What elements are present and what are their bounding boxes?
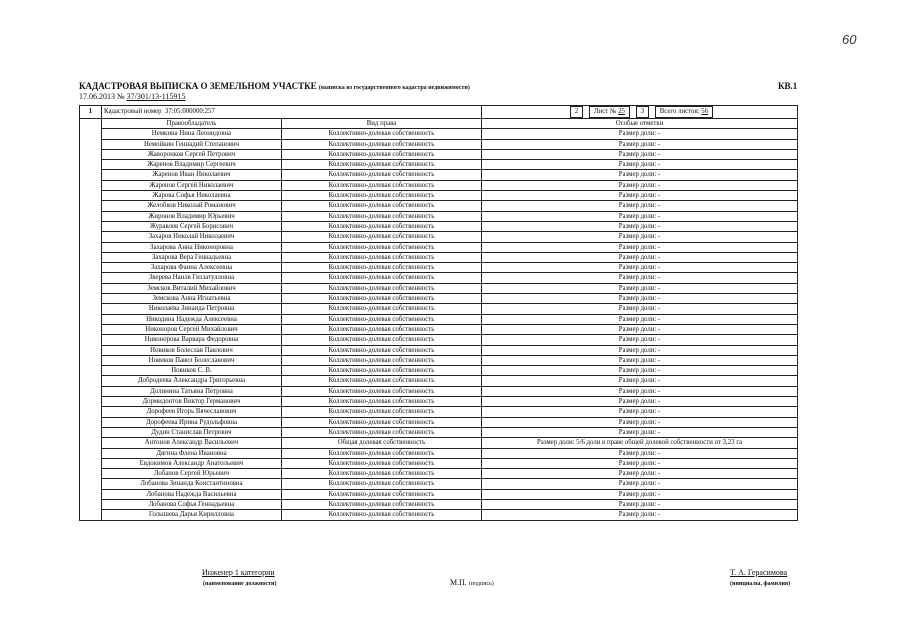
holder-cell: Долинина Татьяна Петровна [102,386,282,396]
table-row [80,283,798,293]
notes-cell: Размер доли: - [482,201,798,211]
notes-cell: Размер доли: - [482,397,798,407]
stamp-label: М.П. [450,578,467,587]
table-row [80,417,798,427]
holder-cell: Лобанов Сергей Юрьевич [102,469,282,479]
holder-cell: Евдокимов Александр Анатольевич [102,458,282,468]
right-type-cell: Коллективно-долевая собственность [282,397,482,407]
table-row [80,242,798,252]
col-header-right: Вид права [282,119,482,129]
notes-cell: Размер доли: - [482,129,798,139]
notes-cell: Размер доли: - [482,263,798,273]
holders-table [79,105,798,521]
table-row [80,448,798,458]
table-row [80,366,798,376]
table-row [80,407,798,417]
holder-cell: Захаров Николай Николаевич [102,232,282,242]
holder-cell: Лобанова Софья Геннадьевна [102,499,282,509]
holder-cell: Дормидонтов Виктор Германович [102,397,282,407]
right-type-cell: Коллективно-долевая собственность [282,314,482,324]
notes-cell: Размер доли: - [482,386,798,396]
table-row [80,201,798,211]
holder-cell: Новиков Болеслав Павлович [102,345,282,355]
number-label: № [117,92,125,101]
holder-cell: Никоноров Сергей Михайлович [102,324,282,334]
holder-cell: Дягина Флена Ивановна [102,448,282,458]
table-row [80,304,798,314]
notes-cell: Размер доли: - [482,499,798,509]
notes-cell: Размер доли: - [482,407,798,417]
notes-cell: Размер доли: - [482,211,798,221]
right-type-cell: Коллективно-долевая собственность [282,191,482,201]
page-number: 60 [842,32,857,47]
table-row [80,489,798,499]
document-title [79,81,470,91]
right-type-cell: Коллективно-долевая собственность [282,407,482,417]
cadastral-number: 37:05:000000:257 [164,108,215,115]
right-type-cell: Коллективно-долевая собственность [282,201,482,211]
table-row [80,139,798,149]
holder-cell: Жаренов Сергей Николаевич [102,180,282,190]
right-type-cell: Коллективно-долевая собственность [282,427,482,437]
col-header-notes: Особые отметки [482,119,798,129]
right-type-cell: Коллективно-долевая собственность [282,376,482,386]
right-type-cell: Коллективно-долевая собственность [282,211,482,221]
right-type-cell: Коллективно-долевая собственность [282,304,482,314]
table-row [80,345,798,355]
holder-cell: Жаренов Иван Николаевич [102,170,282,180]
notes-cell: Размер доли: - [482,314,798,324]
notes-cell: Размер доли: - [482,417,798,427]
notes-cell: Размер доли: - [482,427,798,437]
holder-cell: Добродеева Александра Григорьевна [102,376,282,386]
signer-name: Т. А. Герасимова [730,568,788,577]
right-type-cell: Коллективно-долевая собственность [282,479,482,489]
right-type-cell: Коллективно-долевая собственность [282,232,482,242]
sheet-number: 25 [618,108,625,115]
document-number: 37/301/13-115915 [126,92,186,101]
holder-cell: Жиронов Владимир Юрьевич [102,211,282,221]
holder-cell: Николаева Зинаида Петровна [102,304,282,314]
table-row [80,191,798,201]
notes-cell: Размер доли: - [482,294,798,304]
right-type-cell: Коллективно-долевая собственность [282,160,482,170]
right-type-cell: Коллективно-долевая собственность [282,252,482,262]
signer-role-caption: (наименование должности) [203,581,277,587]
signer-role: Инженер 1 категории [202,568,275,577]
right-type-cell: Коллективно-долевая собственность [282,386,482,396]
notes-cell: Размер доли: - [482,510,798,520]
holder-cell: Журавлев Сергей Борисович [102,221,282,231]
holder-cell: Новиков С. В. [102,366,282,376]
notes-cell: Размер доли: - [482,355,798,365]
right-type-cell: Коллективно-долевая собственность [282,335,482,345]
title-text: КАДАСТРОВАЯ ВЫПИСКА О ЗЕМЕЛЬНОМ УЧАСТКЕ [79,81,317,91]
right-type-cell: Коллективно-долевая собственность [282,129,482,139]
holder-cell: Лобанова Зинаида Константиновна [102,479,282,489]
right-type-cell: Коллективно-долевая собственность [282,273,482,283]
right-type-cell: Коллективно-долевая собственность [282,417,482,427]
notes-cell: Размер доли: - [482,335,798,345]
total-sheets-box [655,106,713,118]
right-type-cell: Коллективно-долевая собственность [282,283,482,293]
table-row [80,469,798,479]
notes-cell: Размер доли: - [482,273,798,283]
notes-cell: Размер доли: - [482,489,798,499]
table-row [80,211,798,221]
total-sheets: 56 [701,108,709,115]
table-row [80,324,798,334]
table-row [80,386,798,396]
section-spacer [80,119,102,521]
notes-cell: Размер доли: - [482,160,798,170]
notes-cell: Размер доли: - [482,242,798,252]
sheet-number-box [589,106,630,118]
holder-cell: Немкина Нина Леонидовна [102,129,282,139]
notes-cell: Размер доли: - [482,283,798,293]
sheet-info-cell [482,106,798,119]
holder-cell: Никодина Надежда Алексеевна [102,314,282,324]
table-row [80,376,798,386]
table-row [80,397,798,407]
holder-cell: Новиков Павел Болеславович [102,355,282,365]
table-row [80,252,798,262]
table-row [80,170,798,180]
table-row [80,263,798,273]
stamp-caption: (подпись) [468,581,494,587]
right-type-cell: Коллективно-долевая собственность [282,366,482,376]
notes-cell: Размер доли: - [482,191,798,201]
right-type-cell: Коллективно-долевая собственность [282,448,482,458]
right-type-cell: Коллективно-долевая собственность [282,458,482,468]
holder-cell: Захарова Анна Никоноровна [102,242,282,252]
holder-cell: Захарова Вера Геннадьевна [102,252,282,262]
holder-cell: Дорофеев Игорь Вячеславович [102,407,282,417]
form-code: КВ.1 [778,81,798,91]
holder-cell: Земскова Анна Игнатьевна [102,294,282,304]
holder-cell: Земсков Виталий Михайлович [102,283,282,293]
holder-cell: Захарова Фаина Алексеевна [102,263,282,273]
holder-cell: Голышева Дарья Кирилловна [102,510,282,520]
right-type-cell: Коллективно-долевая собственность [282,499,482,509]
right-type-cell: Коллективно-долевая собственность [282,510,482,520]
right-type-cell: Общая долевая собственность [282,438,482,448]
right-type-cell: Коллективно-долевая собственность [282,263,482,273]
box-3: 3 [636,106,649,118]
notes-cell: Размер доли: - [482,139,798,149]
holder-cell: Дорофеева Ирина Рудольфовна [102,417,282,427]
table-row [80,294,798,304]
notes-cell: Размер доли: - [482,324,798,334]
table-row [80,314,798,324]
notes-cell: Размер доли: - [482,170,798,180]
document-date: 17.06.2013 [79,92,115,101]
signer-name-caption: (инициалы, фамилия) [730,581,791,587]
document-date-number [79,92,185,101]
notes-cell: Размер доли: - [482,149,798,159]
box-2: 2 [570,106,583,118]
notes-cell: Размер доли: - [482,232,798,242]
table-row [80,180,798,190]
total-label: Всего листов: [659,108,700,115]
holder-cell: Желобков Николай Романович [102,201,282,211]
notes-cell: Размер доли: - [482,304,798,314]
right-type-cell: Коллективно-долевая собственность [282,355,482,365]
holder-cell: Немойкин Геннадий Степанович [102,139,282,149]
notes-cell: Размер доли: - [482,448,798,458]
table-row [80,427,798,437]
table-row [80,273,798,283]
table-row [80,355,798,365]
sheet-label: Лист № [594,108,617,115]
right-type-cell: Коллективно-долевая собственность [282,242,482,252]
table-row [80,149,798,159]
table-top-row [80,106,798,119]
table-header-row [80,119,798,129]
title-subtitle: (выписка из государственного кадастра недвижимости) [318,85,470,91]
holder-cell: Лобанова Надежда Васильевна [102,489,282,499]
section-number: 1 [80,106,102,119]
notes-cell: Размер доли: 5/6 доли в праве общей долевой собственности от 3,23 га [482,438,798,448]
holder-cell: Зверева Наиля Гиззатулловна [102,273,282,283]
holder-cell: Никонорова Варвара Федоровна [102,335,282,345]
table-row [80,510,798,520]
table-row [80,479,798,489]
right-type-cell: Коллективно-долевая собственность [282,324,482,334]
stamp-place [450,578,494,587]
notes-cell: Размер доли: - [482,479,798,489]
notes-cell: Размер доли: - [482,180,798,190]
notes-cell: Размер доли: - [482,252,798,262]
table-row [80,438,798,448]
table-row [80,129,798,139]
notes-cell: Размер доли: - [482,221,798,231]
holder-cell: Антонов Александр Васильевич [102,438,282,448]
table-row [80,232,798,242]
table-row [80,160,798,170]
holder-cell: Жаворонков Сергей Петрович [102,149,282,159]
table-row [80,221,798,231]
right-type-cell: Коллективно-долевая собственность [282,149,482,159]
notes-cell: Размер доли: - [482,345,798,355]
right-type-cell: Коллективно-долевая собственность [282,489,482,499]
right-type-cell: Коллективно-долевая собственность [282,139,482,149]
holder-cell: Жаренов Владимир Сергеевич [102,160,282,170]
right-type-cell: Коллективно-долевая собственность [282,345,482,355]
table-row [80,335,798,345]
notes-cell: Размер доли: - [482,458,798,468]
cadastral-cell [102,106,482,119]
right-type-cell: Коллективно-долевая собственность [282,294,482,304]
cadastral-label: Кадастровый номер [104,108,162,115]
notes-cell: Размер доли: - [482,376,798,386]
holder-cell: Жарова Софья Николаевна [102,191,282,201]
col-header-holder: Правообладатель [102,119,282,129]
right-type-cell: Коллективно-долевая собственность [282,469,482,479]
right-type-cell: Коллективно-долевая собственность [282,180,482,190]
right-type-cell: Коллективно-долевая собственность [282,221,482,231]
notes-cell: Размер доли: - [482,469,798,479]
holder-cell: Дудин Станислав Петрович [102,427,282,437]
table-row [80,458,798,468]
right-type-cell: Коллективно-долевая собственность [282,170,482,180]
table-row [80,499,798,509]
notes-cell: Размер доли: - [482,366,798,376]
